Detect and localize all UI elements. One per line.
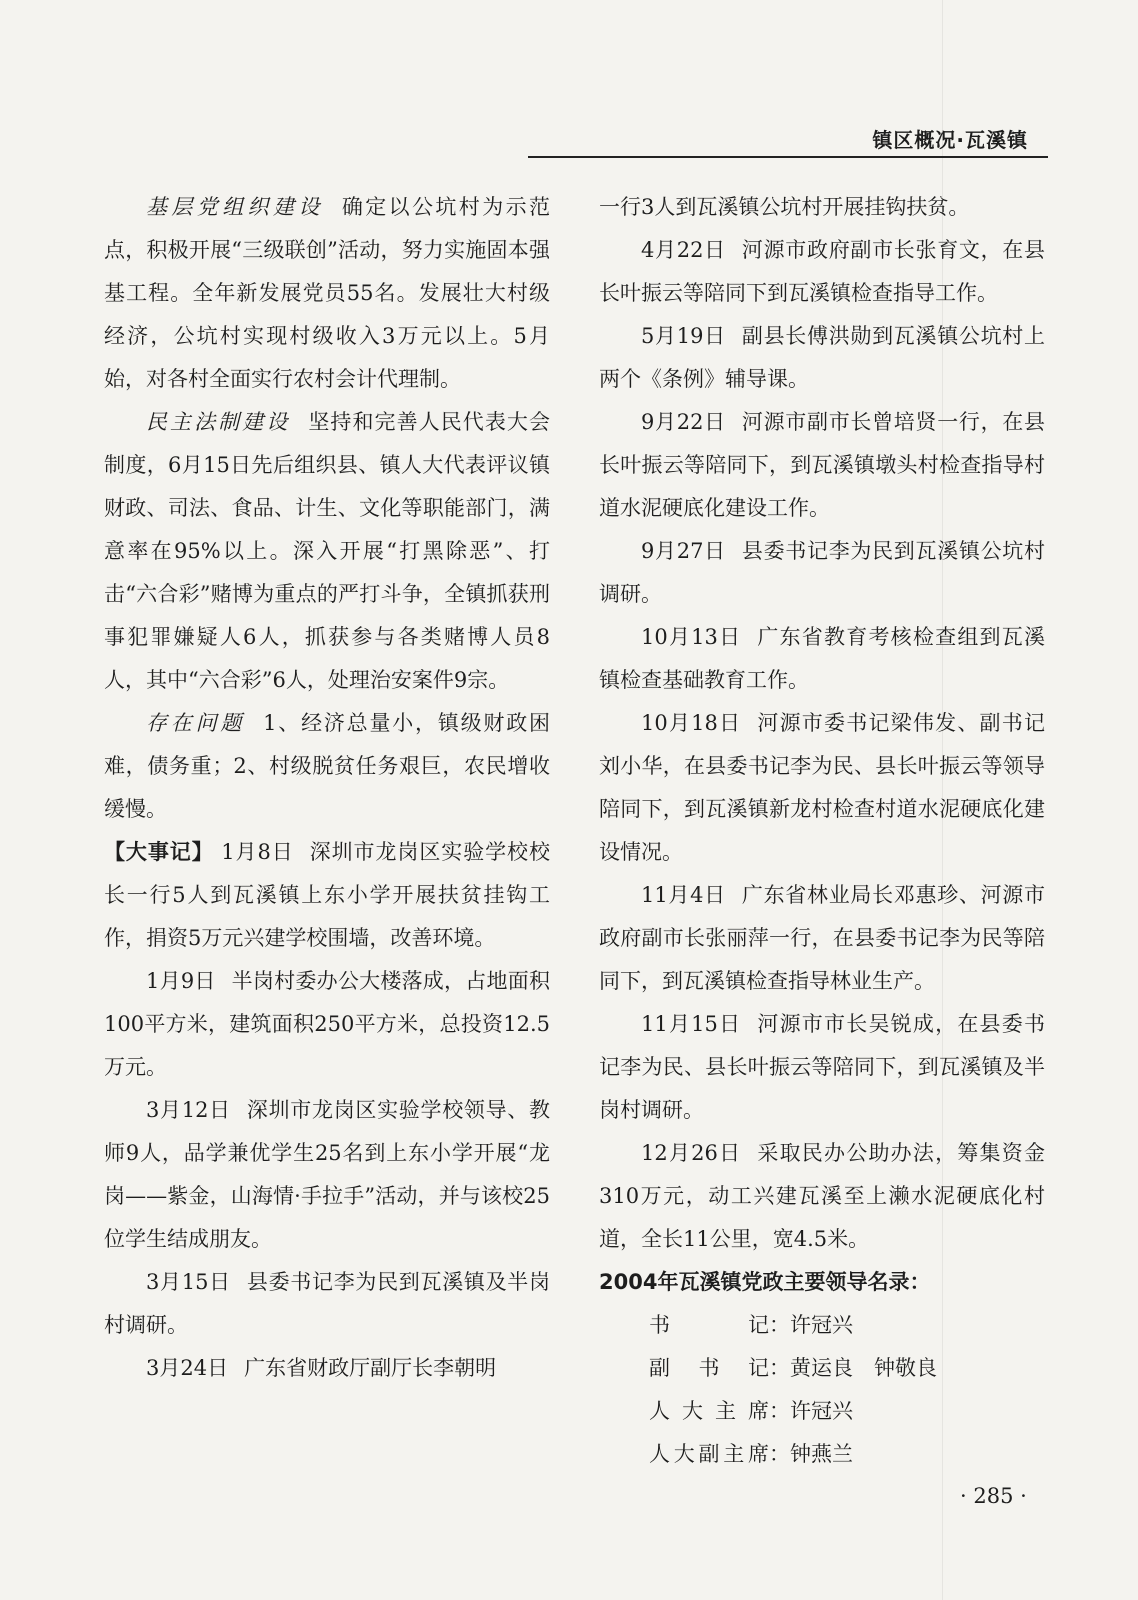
event-text: 副县长傅洪勋到瓦溪镇公坑村上两个《条例》辅导课。 <box>599 324 1045 391</box>
event-entry <box>104 960 550 1089</box>
event-text: 深圳市龙岗区实验学校校长一行5人到瓦溪镇上东小学开展扶贫挂钩工作，捐资5万元兴建学校围墙，改善环境。 <box>104 840 550 950</box>
roster-names: 钟燕兰 <box>790 1442 853 1466</box>
roster-colon: ： <box>769 1442 790 1466</box>
roster-names: 许冠兴 <box>790 1399 853 1423</box>
roster-names: 黄运良 钟敬良 <box>790 1356 937 1380</box>
event-text: 半岗村委办公大楼落成，占地面积100平方米，建筑面积250平方米，总投资12.5万元。 <box>104 969 550 1079</box>
roster-role: 副书记 <box>649 1356 769 1380</box>
event-text: 河源市委书记梁伟发、副书记刘小华，在县委书记李为民、县长叶振云等领导陪同下，到瓦溪镇新龙村检查村道水泥硬底化建设情况。 <box>599 711 1046 864</box>
event-date: 9月27日 <box>641 539 726 563</box>
event-entry <box>104 1347 550 1390</box>
running-header <box>528 120 1048 158</box>
event-entry <box>599 1132 1045 1261</box>
event-text: 广东省林业局长邓惠珍、河源市政府副市长张丽萍一行，在县委书记李为民等陪同下，到瓦溪镇检查指导林业生产。 <box>599 883 1045 993</box>
paragraph-party-organization <box>104 186 550 401</box>
event-entry <box>104 1261 550 1347</box>
event-date: 1月8日 <box>221 840 294 864</box>
event-date: 5月19日 <box>641 324 726 348</box>
event-text: 县委书记李为民到瓦溪镇及半岗村调研。 <box>104 1270 550 1337</box>
event-entry <box>104 1089 550 1261</box>
roster-colon: ： <box>769 1313 790 1337</box>
event-date: 12月26日 <box>641 1141 742 1165</box>
run-in-heading: 存在问题 <box>146 711 246 735</box>
event-date: 10月18日 <box>641 711 742 735</box>
event-text: 一行3人到瓦溪镇公坑村开展挂钩扶贫。 <box>599 195 970 219</box>
event-entry <box>599 401 1045 530</box>
run-in-heading: 基层党组织建设 <box>146 195 324 219</box>
event-entry <box>599 1003 1045 1132</box>
roster-role: 书记 <box>649 1313 769 1337</box>
event-text: 广东省教育考核检查组到瓦溪镇检查基础教育工作。 <box>599 625 1046 692</box>
event-date: 10月13日 <box>641 625 742 649</box>
event-date: 3月24日 <box>146 1356 229 1380</box>
event-entry <box>599 315 1045 401</box>
event-text: 河源市政府副市长张育文，在县长叶振云等陪同下到瓦溪镇检查指导工作。 <box>599 238 1045 305</box>
roster-row <box>649 1304 1045 1347</box>
event-entry <box>599 874 1045 1003</box>
roster-row <box>649 1433 1045 1476</box>
header-title: 镇区概况·瓦溪镇 <box>872 128 1028 152</box>
event-text: 县委书记李为民到瓦溪镇公坑村调研。 <box>599 539 1045 606</box>
paragraph-text: 1、经济总量小，镇级财政困难，债务重；2、村级脱贫任务艰巨，农民增收缓慢。 <box>104 711 550 821</box>
paragraph-problems <box>104 702 550 831</box>
event-date: 11月4日 <box>641 883 726 907</box>
event-text: 河源市市长吴锐成，在县委书记李为民、县长叶振云等陪同下，到瓦溪镇及半岗村调研。 <box>599 1012 1046 1122</box>
event-text: 广东省财政厅副厅长李朝明 <box>244 1356 497 1380</box>
event-date: 3月12日 <box>146 1098 231 1122</box>
paragraph-text: 确定以公坑村为示范点，积极开展“三级联创”活动，努力实施固本强基工程。全年新发展党员55名。发展壮大村级经济，公坑村实现村级收入3万元以上。5月始，对各村全面实行农村会计代理制。 <box>104 195 551 391</box>
event-date: 9月22日 <box>641 410 726 434</box>
event-entry <box>599 702 1045 874</box>
event-entry <box>599 616 1045 702</box>
paragraph-text: 坚持和完善人民代表大会制度，6月15日先后组织县、镇人大代表评议镇财政、司法、食品、计生、文化等职能部门，满意率在95%以上。深入开展“打黑除恶”、打击“六合彩”赌博为重点的严打斗争，全镇抓获刑事犯罪嫌疑人6人，抓获参与各类赌博人员8人，其中“六合彩”6人，处理治安案件9宗。 <box>104 410 550 692</box>
paragraph-democracy-law <box>104 401 550 702</box>
event-text: 采取民办公助办法，筹集资金310万元，动工兴建瓦溪至上濑水泥硬底化村道，全长11公里，宽4.5米。 <box>599 1141 1046 1251</box>
roster-colon: ： <box>769 1399 790 1423</box>
right-column <box>599 186 1045 1476</box>
page-number: · 285 · <box>960 1484 1027 1508</box>
event-entry <box>599 530 1045 616</box>
event-continuation <box>599 186 1045 229</box>
roster-role: 人大主席 <box>649 1399 769 1423</box>
roster-row <box>649 1347 1045 1390</box>
event-date: 1月9日 <box>146 969 216 993</box>
event-date: 3月15日 <box>146 1270 231 1294</box>
chronicle-label: 【大事记】 <box>104 840 214 864</box>
event-entry <box>599 229 1045 315</box>
roster-colon: ： <box>769 1356 790 1380</box>
roster-names: 许冠兴 <box>790 1313 853 1337</box>
roster-role: 人大副主席 <box>649 1442 769 1466</box>
leader-roster <box>599 1304 1045 1476</box>
event-date: 11月15日 <box>641 1012 742 1036</box>
event-text: 深圳市龙岗区实验学校领导、教师9人，品学兼优学生25名到上东小学开展“龙岗——紫金，山海情·手拉手”活动，并与该校25位学生结成朋友。 <box>104 1098 550 1251</box>
event-date: 4月22日 <box>641 238 726 262</box>
run-in-heading: 民主法制建设 <box>146 410 291 434</box>
event-text: 河源市副市长曾培贤一行，在县长叶振云等陪同下，到瓦溪镇墩头村检查指导村道水泥硬底化建设工作。 <box>599 410 1045 520</box>
left-column <box>104 186 550 1390</box>
roster-title: 2004年瓦溪镇党政主要领导名录： <box>599 1270 931 1294</box>
paragraph-chronicle-start <box>104 831 550 960</box>
roster-row <box>649 1390 1045 1433</box>
